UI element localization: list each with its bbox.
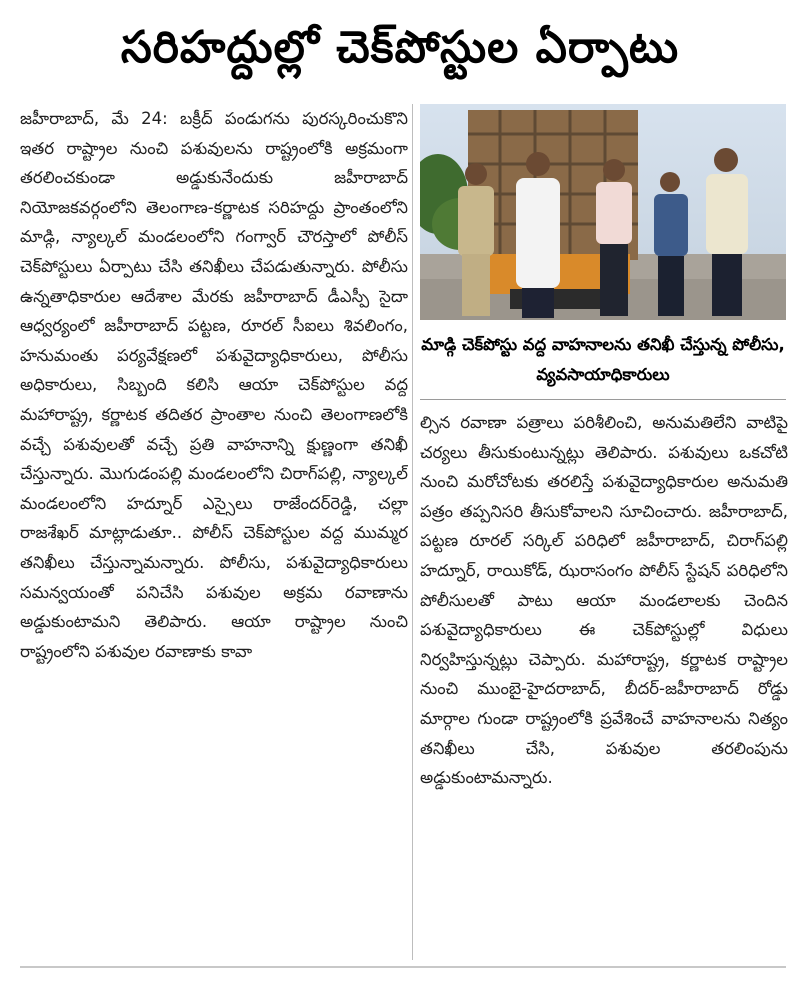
photo-caption: మాడ్గి చెక్‌పోస్టు వద్ద వాహనాలను తనిఖీ చేస్తున్న పోలీసు, వ్యవసాయాధికారులు: [420, 322, 786, 400]
column-divider: [412, 104, 413, 960]
bottom-rule: [20, 966, 786, 968]
article-right-column: ల్సిన రవాణా పత్రాలు పరిశీలించి, అనుమతిలేని వాటిపై చర్యలు తీసుకుంటున్నట్లు తెలిపారు. పశువులు ఒకచోటి నుంచి మరోచోటకు తరలిస్తే పశువైద్యాధికారుల అనుమతి పత్రం తప్పనిసరి తీసుకోవాలని సూచించారు. జహీరాబాద్, పట్టణ రూరల్ సర్కిల్ పరిధిలో జహీరాబాద్, చిరాగ్‌పల్లి హద్నూర్, రాయికోడ్, ఝరాసంగం పోలీస్ స్టేషన్ పరిధిలోని పోలీసులతో పాటు ఆయా మండలాలకు చెందిన పశువైద్యాధికారులు ఈ చెక్‌పోస్టుల్లో విధులు నిర్వహిస్తున్నట్లు చెప్పారు. మహారాష్ట్ర, కర్ణాటక రాష్ట్రాల నుంచి ముంబై-హైదరాబాద్, బీదర్-జహీరాబాద్ రోడ్డు మార్గాల గుండా రాష్ట్రంలోకి ప్రవేశించే వాహనాలను నిత్యం తనిఖీలు చేసి, పశువుల తరలింపును అడ్డుకుంటామన్నారు.: [420, 413, 788, 788]
news-photo: [420, 104, 786, 320]
article-left-column: జహీరాబాద్, మే 24: బక్రీద్ పండుగను పురస్కరించుకొని ఇతర రాష్ట్రాల నుంచి పశువులను రాష్ట్రంలోకి అక్రమంగా తరలించకుండా అడ్డుకునేందుకు జహీరాబాద్ నియోజకవర్గంలోని తెలంగాణ-కర్ణాటక సరిహద్దు ప్రాంతంలోని మాడ్గి, న్యాల్కల్ మండలంలోని గంగ్వార్ చౌరస్తాలో పోలీస్ చెక్‌పోస్టులు ఏర్పాటు చేసి తనిఖీలు చేపడుతున్నారు. పోలీసు ఉన్నతాధికారుల ఆదేశాల మేరకు జహీరాబాద్ డీఎస్పీ సైదా ఆధ్వర్యంలో జహీరాబాద్ పట్టణ, రూరల్ సీఐలు శివలింగం, హనుమంతు పర్యవేక్షణలో పశువైద్యాధికారులు, పోలీసు అధికారులు, సిబ్బంది కలిసి ఆయా చెక్‌పోస్టుల వద్ద మహారాష్ట్ర, కర్ణాటక తదితర ప్రాంతాల నుంచి తెలంగాణలోకి వచ్చే పశువులతో వచ్చే ప్రతి వాహనాన్ని క్షుణ్ణంగా తనిఖీ చేస్తున్నారు. మొగుడంపల్లి మండలంలోని చిరాగ్‌పల్లి, న్యాల్కల్ మండలంలోని హద్నూర్ ఎస్సైలు రాజేందర్‌రెడ్డి, చల్లా రాజశేఖర్ మాట్లాడుతూ.. పోలీస్ చెక్‌పోస్టుల వద్ద ముమ్మర తనిఖీలు చేస్తున్నామన్నారు. పోలీసు, పశువైద్యాధికారులు సమన్వయంతో పనిచేసి పశువుల అక్రమ రవాణాను అడ్డుకుంటామని తెలిపారు. ఆయా రాష్ట్రాల నుంచి రాష్ట్రంలోని పశువుల రవాణాకు కావా: [20, 109, 408, 661]
headline: సరిహద్దుల్లో చెక్‌పోస్టుల ఏర్పాటు: [120, 22, 680, 73]
